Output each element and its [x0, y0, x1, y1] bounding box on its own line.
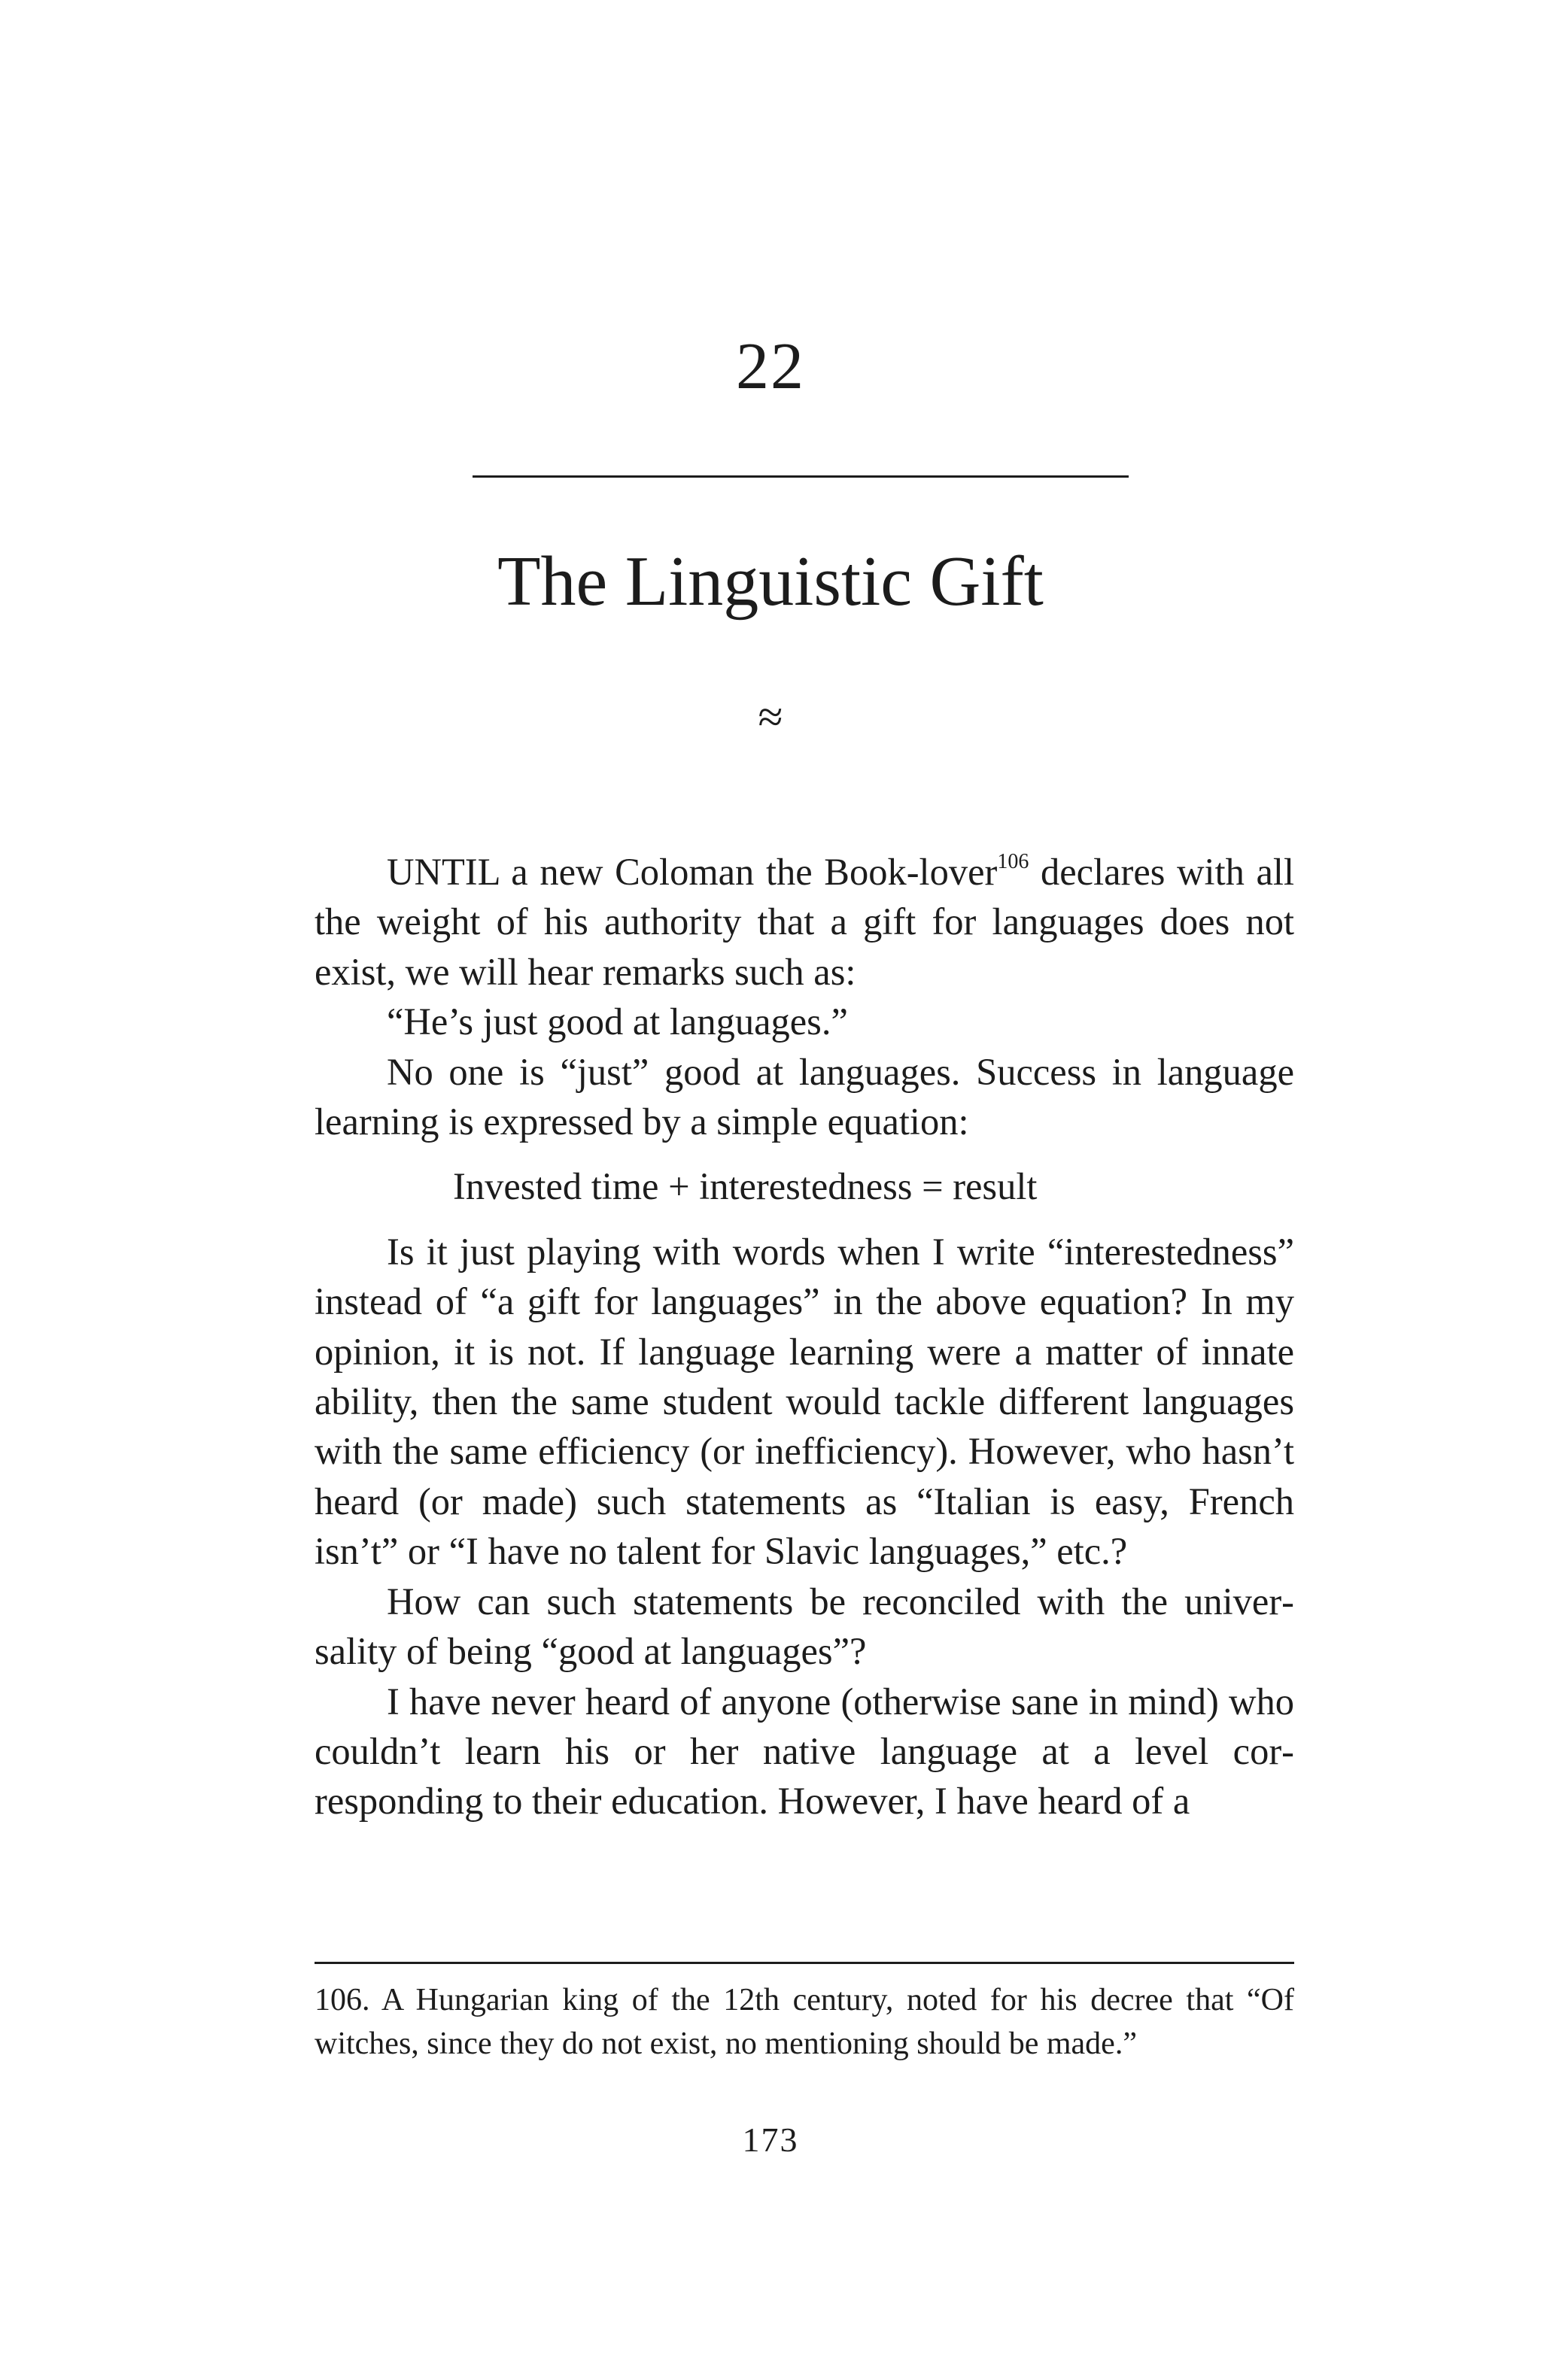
chapter-number: 22 — [736, 330, 805, 403]
body-text — [315, 847, 1294, 1826]
paragraph-6: I have never heard of anyone (otherwise sane in mind) who couldn’t learn his or her native language at a level corresponding to their education. However, I have heard of a — [315, 1680, 1294, 1823]
title-divider — [473, 475, 1129, 478]
paragraph-1 — [315, 847, 1294, 997]
paragraph-1-start: UNTIL a new Coloman the Book-lover — [387, 851, 998, 893]
footnote: 106. A Hungarian king of the 12th century, noted for his decree that “Of witches, since they do not exist, no mentioning should be made.” — [315, 1983, 1294, 2061]
paragraph-1-rest: declares with all the weight of his authority that a gift for languages does not exist, we will hear remarks such as: — [315, 851, 1294, 993]
paragraph-3: No one is “just” good at languages. Success in language learning is expressed by a simple equation: — [315, 1050, 1294, 1143]
paragraph-4: Is it just playing with words when I write “interestedness” instead of “a gift for languages” in the above equation? In my opinion, it is not. If language learning were a matter of innate ability, then the same student would tackle different languages with the same efficiency (or inefficiency). However, who hasn’t heard (or made) such statements as “Italian is easy, French isn’t” or “I have no talent for Slavic languages,” etc.? — [315, 1230, 1294, 1573]
paragraph-2: “He’s just good at languages.” — [387, 1000, 848, 1043]
approx-ornament-icon: ≈ — [758, 692, 783, 742]
footnote-reference: 106 — [997, 850, 1029, 874]
page-number: 173 — [742, 2120, 799, 2159]
footnote-divider — [315, 1962, 1294, 1964]
equation: Invested time + interestedness = result — [453, 1165, 1038, 1208]
chapter-title: The Linguistic Gift — [497, 542, 1044, 621]
paragraph-5: How can such statements be reconciled with the universality of being “good at languages”? — [315, 1580, 1294, 1673]
